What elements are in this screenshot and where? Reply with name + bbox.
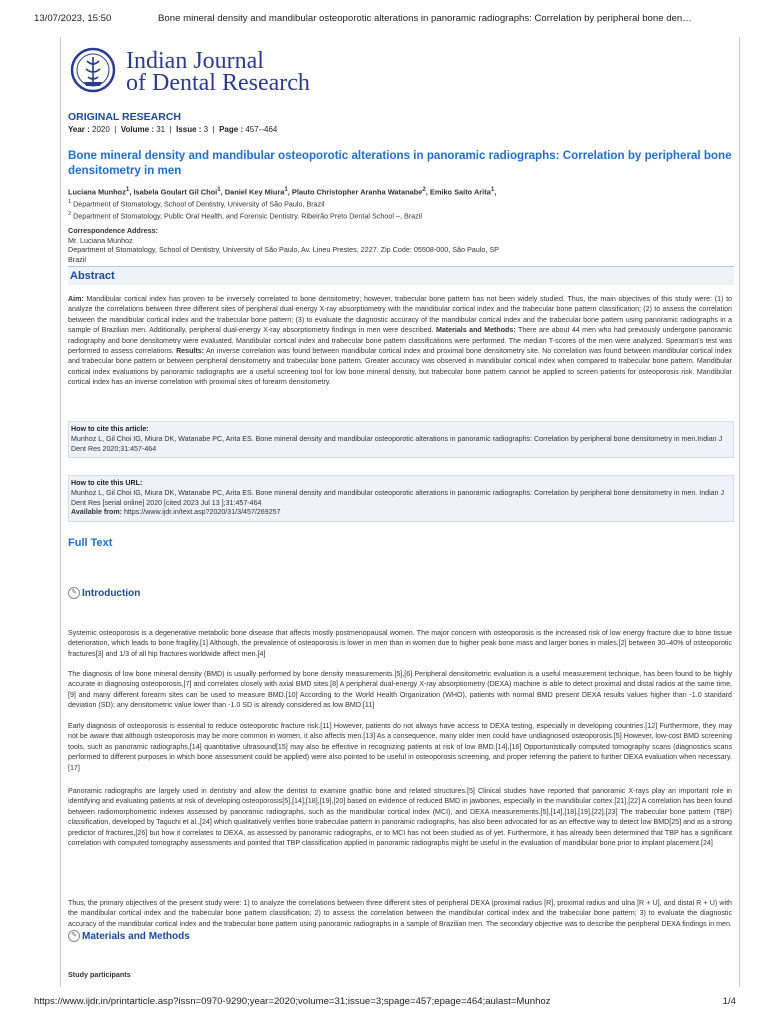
body-paragraph: The diagnosis of low bone mineral density (BMD) is usually performed by bone density measurements.[5],[6] Peripheral densitometric evaluation is a useful measurement technique, has been found to be highly accurate in diagnosing osteoporosis,[7] and correlates closely with axial BMD sites.[8] A peripheral dual-energy X-ray absorptiometry (DEXA) machine is able to detect proximal and distal radios at the same time,[9] and many different forearm sites can be used to measure BMD.[10] According to the World Health Organization (WHO), patients with normal BMD present DEXA results values higher than -1.0 standard deviation (SD); any densitometric value lower than -1.0 SD is already considered as low BMD.[11] bbox=[68, 670, 732, 710]
author: Luciana Munhoz bbox=[68, 187, 126, 197]
print-title: Bone mineral density and mandibular osteoporotic alterations in panoramic radiographs: Correlation by peripheral bone den… bbox=[158, 13, 692, 24]
author-list: Luciana Munhoz$^1$, Isabela Goulart Gil Choi$^1$, Daniel Key Miura$^1$, Plauto Christopher Aranha Watanabe$^2$, Emiko Saito Arita$^1$, bbox=[68, 186, 497, 197]
journal-name-line1: Indian Journal bbox=[126, 48, 264, 74]
body-paragraph: Thus, the primary objectives of the present study were: 1) to analyze the correlations between three different sites of peripheral DEXA (proximal radius [R], proximal radius and ulna [R + U], and distal R + U) with the mandibular cortical index and the trabecular bone pattern classification; 2) to assess the correlation between the mandibular cortical index and the trabecular bone pattern; 3) to evaluate the diagnostic accuracy of the mandibular cortical index and the trabecular bone pattern using panoramic radiographs in a sample of Brazilian men. The secondary objective was to describe the peripheral DEXA findings in men. bbox=[68, 899, 732, 928]
author: Isabela Goulart Gil Choi bbox=[133, 187, 218, 197]
lightbulb-icon: ✎ bbox=[68, 587, 80, 599]
print-url: https://www.ijdr.in/printarticle.asp?issn=0970-9290;year=2020;volume=31;issue=3;spage=457;epage=464;aulast=Munhoz bbox=[34, 996, 551, 1007]
body-paragraph: Early diagnosis of osteoporosis is essential to reduce osteoporotic fracture risk.[11] However, patients do not always have access to DEXA testing, especially in developing countries.[12] Furthermore, they may not be aware that although osteoporosis may be more common in women, it also affects men.[13] As a consequence, many older men could have undiagnosed osteoporosis.[5] However, low-cost BMD screening tools, such as panoramic radiographs,[14] quantitative ultrasound[15] may also be effective in recognizing patients at risk of low BMD.[14],[16] Opportunistically computed tomography scans (diagnostics scans performed to different purposes in which bone assessment could be applied) were also pointed to be useful in osteoporosis screening, and proper referring the patient to further DEXA evaluation when necessary.[17] bbox=[68, 722, 732, 772]
article-type: ORIGINAL RESEARCH bbox=[68, 111, 181, 123]
article-url-link[interactable]: https://www.ijdr.in/text.asp?2020/31/3/457/269257 bbox=[123, 508, 281, 517]
study-participants-subheading: Study participants bbox=[68, 970, 131, 979]
journal-logo[interactable] bbox=[70, 47, 330, 97]
abstract-text: Aim: Mandibular cortical index has proven to be inversely correlated to bone densitometry; however, trabecular bone pattern has not been widely studied. Thus, the main objectives of this study were: (1) to analyze the correlations between three different sites of peripheral dual-energy X-ray absorptiometry with the mandibular cortical index and the trabecular bone pattern classification; (2) to assess the correlation between the mandibular cortical index and the trabecular bone pattern; (3) to evaluate the diagnostic accuracy of the mandibular cortical index and the trabecular bone pattern using panoramic radiographs in a sample of Brazilian men. Additionally, peripheral dual-energy X-ray absorptiometry findings in men were described. Materials and Methods: There are about 44 men who had previously undergone panoramic radiography and bone densitometry were evaluated. Mandibular cortical index and trabecular bone pattern classifications were performed. The median T-scores of the men were analyzed. Spearman's test was performed to assess correlations. Results: An inverse correlation was found between mandibular cortical index and proximal bone densitometry site. No correlation was found between mandibular cortical index and trabecular bone pattern or between peripheral densitometry and trabecular bone pattern. Greater accuracy was observed in mandibular cortical index when compared to trabecular bone pattern. Mandibular cortical index evaluations by panoramic radiographs are a useful screening tool for low bone mineral density, but trabecular bone pattern cannot be applied to screen patients for osteoporosis risk. Mandibular cortical index has an inverse correlation with proximal sites of forearm densitometry. bbox=[68, 295, 732, 387]
affiliation: $^1$ Department of Stomatology, School of Dentistry, University of São Paulo, Brazil bbox=[68, 199, 325, 209]
author: Daniel Key Miura bbox=[224, 187, 285, 197]
body-paragraph: Panoramic radiographs are largely used in dentistry and allow the dentist to examine gnathic bone and related structures.[5] Clinical studies have reported that panoramic X-rays play an important role in identifying and evaluating patients at risk of developing osteoporosis[5],[14],[18],[19],[20] based on evidence of reduced BMD in jawbones, especially in the mandibular cortex.[21],[22] A correlation has been found between radiomorphometric indexes assessed by panoramic radiographs, such as the mandibular cortical index (MCI), and DEXA measurements.[5],[14],[18],[19],[22],[23] The trabecular bone pattern (TBP) classification, developed by Taguchi et al.,[24] which qualitatively verifies bone trabeculae pattern in panoramic radiographs, has also been advocated for as an effective way to detect low BMD[25] and as a strong predictor of fractures,[26] but how it correlates to DEXA, as assessed by panoramic radiographs, or to MCI has not been studied as of yet. Furthermore, it has already been determined that TBP has a significant correlation with computed tomography assessments and pointed that TBP classification applied in panoramic radiographs might be useful in the evaluation of mandibular bone prior to implant placement.[24] bbox=[68, 787, 732, 848]
abstract-heading: Abstract bbox=[68, 266, 734, 285]
journal-logo-icon bbox=[70, 47, 116, 93]
issue-meta: Year : 2020 | Volume : 31 | Issue : 3 | Page : 457--464 bbox=[68, 125, 278, 134]
page-number: 1/4 bbox=[722, 996, 736, 1007]
article-page bbox=[60, 37, 740, 987]
introduction-heading: ✎ Introduction bbox=[68, 587, 140, 599]
lightbulb-icon: ✎ bbox=[68, 930, 80, 942]
author: Plauto Christopher Aranha Watanabe bbox=[291, 187, 423, 197]
correspondence: Correspondence Address: Mr. Luciana Munhoz Department of Stomatology, School of Dentistry, University of São Paulo, Av. Lineu Prestes, 2227. Zip Code: 05508-000, São Paulo, SP Brazil bbox=[68, 226, 499, 264]
full-text-heading: Full Text bbox=[68, 537, 113, 549]
body-paragraph: Systemic osteoporosis is a degenerative metabolic bone disease that affects mostly postmenopausal women. The major concern with osteoporosis is the increased risk of low energy fracture due to bone tissue deterioration, which leads to bone fragility.[1] Although, the prevalence of osteoporosis is lower in men than in women due to higher peak bone mass and larger bones in males,[2] between 30–40% of osteoporotic fractures[3] and 1/3 of all hip fractures worldwide affect men.[4] bbox=[68, 629, 732, 658]
affiliation: $^2$ Department of Stomatology, Public Oral Health, and Forensic Dentistry. Ribeirão Preto Dental School –, Brazil bbox=[68, 211, 422, 221]
journal-name-line2: of Dental Research bbox=[126, 70, 310, 96]
article-title: Bone mineral density and mandibular osteoporotic alterations in panoramic radiographs: Correlation by peripheral bone densitometry in men bbox=[68, 149, 732, 177]
materials-heading: ✎ Materials and Methods bbox=[68, 930, 190, 942]
cite-article-box: How to cite this article: Munhoz L, Gil Choi IG, Miura DK, Watanabe PC, Arita ES. Bone mineral density and mandibular osteoporotic alterations in panoramic radiographs: Correlation by peripheral bone densitometry in men.Indian J Dent Res 2020;31:457-464 bbox=[68, 421, 734, 458]
print-datetime: 13/07/2023, 15:50 bbox=[34, 13, 112, 24]
author: Emiko Saito Arita bbox=[429, 187, 491, 197]
cite-url-box: How to cite this URL: Munhoz L, Gil Choi IG, Miura DK, Watanabe PC, Arita ES. Bone mineral density and mandibular osteoporotic alterations in panoramic radiographs: Correlation by peripheral bone densitometry in men. Indian J Dent Res [serial online] 2020 [cited 2023 Jul 13 ];31:457-464 Available from: https://www.ijdr.in/text.asp?2020/31/3/457/269257 bbox=[68, 475, 734, 522]
